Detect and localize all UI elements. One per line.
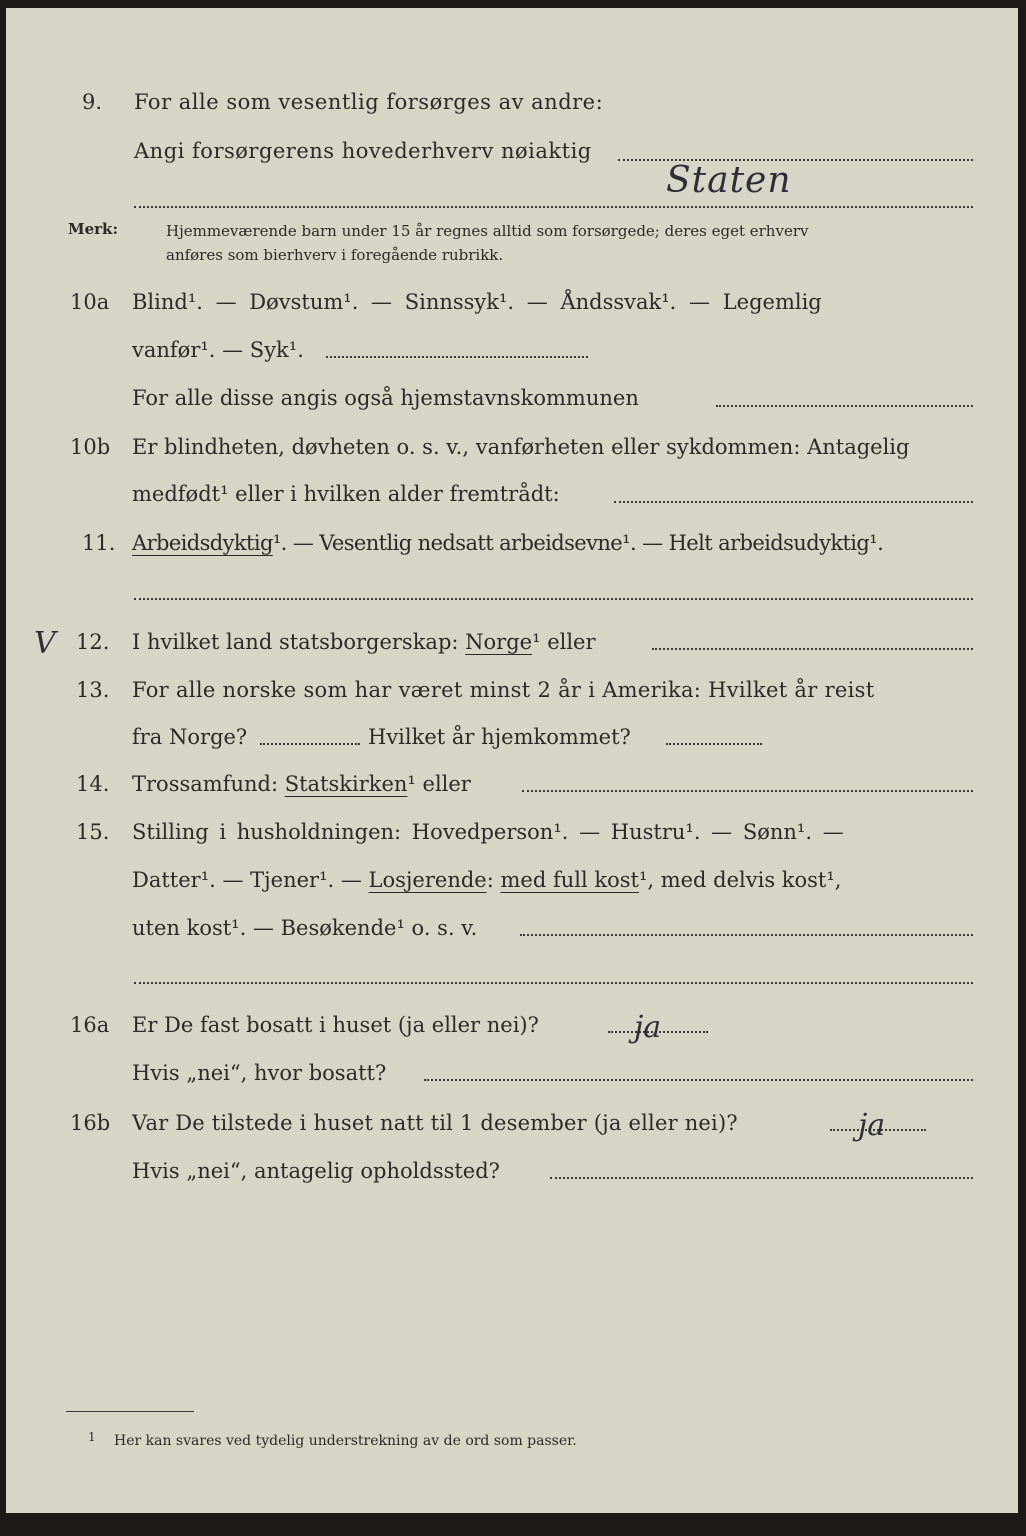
q16a-number: 16a xyxy=(70,1013,110,1037)
q10a-line1: Blind¹. — Døvstum¹. — Sinnssyk¹. — Åndssvak¹. — Legemlig xyxy=(132,290,822,314)
footnote-rule xyxy=(66,1411,194,1412)
q12-answer-line xyxy=(652,648,973,650)
footnote-text: Her kan svares ved tydelig understrekning av de ord som passer. xyxy=(114,1433,577,1449)
q12-label: I hvilket land statsborgerskap: xyxy=(132,630,459,654)
q11-answer-line xyxy=(134,598,973,600)
footnote-mark: 1 xyxy=(88,1430,96,1444)
q10a-syk-line xyxy=(326,356,588,358)
merk-label: Merk: xyxy=(68,220,118,238)
q12-underlined-option: Norge xyxy=(465,630,533,654)
merk-line2: anføres som bierhverv i foregående rubrikk. xyxy=(166,246,504,264)
q10b-answer-line xyxy=(614,501,973,503)
q14-rest: ¹ eller xyxy=(407,772,471,796)
q16b-line1: Var De tilstede i huset natt til 1 desember (ja eller nei)? xyxy=(132,1111,738,1135)
q10b-line2: medfødt¹ eller i hvilken alder fremtrådt: xyxy=(132,482,560,506)
q13-line2b: Hvilket år hjemkommet? xyxy=(368,725,631,749)
q14-text xyxy=(132,772,471,796)
q12-rest: ¹ eller xyxy=(532,630,596,654)
q14-number: 14. xyxy=(76,772,110,796)
q16b-handwritten-answer: ja xyxy=(858,1108,886,1143)
q10b-number: 10b xyxy=(70,435,111,459)
q13-line1: For alle norske som har været minst 2 år i Amerika: Hvilket år reist xyxy=(132,678,875,702)
form-page xyxy=(6,8,1018,1513)
q16a-line2: Hvis „nei“, hvor bosatt? xyxy=(132,1061,387,1085)
q16b-opphold-line xyxy=(550,1177,973,1179)
q16b-line2: Hvis „nei“, antagelig opholdssted? xyxy=(132,1159,500,1183)
q12-number: 12. xyxy=(76,630,110,654)
q15-line2a: Datter¹. — Tjener¹. — xyxy=(132,868,362,892)
q10a-hjemstav-line xyxy=(716,405,973,407)
q11-number: 11. xyxy=(82,531,116,555)
q15-line1: Stilling i husholdningen: Hovedperson¹. — Hustru¹. — Sønn¹. — xyxy=(132,820,844,844)
q15-line3: uten kost¹. — Besøkende¹ o. s. v. xyxy=(132,916,478,940)
q12-check-mark: V xyxy=(34,626,56,661)
q14-answer-line xyxy=(522,790,973,792)
q9-number: 9. xyxy=(82,90,103,114)
q16a-bosatt-line xyxy=(424,1079,973,1081)
q15-underlined-full-kost: med full kost xyxy=(500,868,639,892)
q15-answer-line2 xyxy=(134,982,973,984)
q14-underlined-option: Statskirken xyxy=(284,772,408,796)
q13-reist-line xyxy=(260,743,360,745)
q9-answer-line2 xyxy=(134,206,973,208)
q13-hjem-line xyxy=(666,743,762,745)
q15-line2e: ¹, med delvis kost¹, xyxy=(638,868,842,892)
q10a-number: 10a xyxy=(70,290,110,314)
q10a-line3: For alle disse angis også hjemstavnskommunen xyxy=(132,386,639,410)
q9-handwritten-answer: Staten xyxy=(666,160,792,201)
q11-text xyxy=(132,531,883,555)
q11-underlined-option: Arbeidsdyktig xyxy=(132,531,273,555)
q15-answer-line1 xyxy=(520,934,973,936)
q15-line2 xyxy=(132,868,841,892)
q14-label: Trossamfund: xyxy=(132,772,279,796)
q10a-line2: vanfør¹. — Syk¹. xyxy=(132,338,304,362)
q16a-line1: Er De fast bosatt i huset (ja eller nei)? xyxy=(132,1013,539,1037)
q15-colon: : xyxy=(486,868,494,892)
q11-rest: ¹. — Vesentlig nedsatt arbeidsevne¹. — Helt arbeidsudyktig¹. xyxy=(272,531,884,555)
merk-line1: Hjemmeværende barn under 15 år regnes alltid som forsørgede; deres eget erhverv xyxy=(166,222,809,240)
q10b-line1: Er blindheten, døvheten o. s. v., vanførheten eller sykdommen: Antagelig xyxy=(132,435,910,459)
q9-line1: For alle som vesentlig forsørges av andre: xyxy=(134,90,604,114)
q15-underlined-losjerende: Losjerende xyxy=(368,868,487,892)
q13-line2a: fra Norge? xyxy=(132,725,248,749)
q13-number: 13. xyxy=(76,678,110,702)
q16a-handwritten-answer: ja xyxy=(634,1010,662,1045)
q16b-number: 16b xyxy=(70,1111,111,1135)
q15-number: 15. xyxy=(76,820,110,844)
q9-line2: Angi forsørgerens hovederhverv nøiaktig xyxy=(134,139,592,163)
q12-text xyxy=(132,630,596,654)
